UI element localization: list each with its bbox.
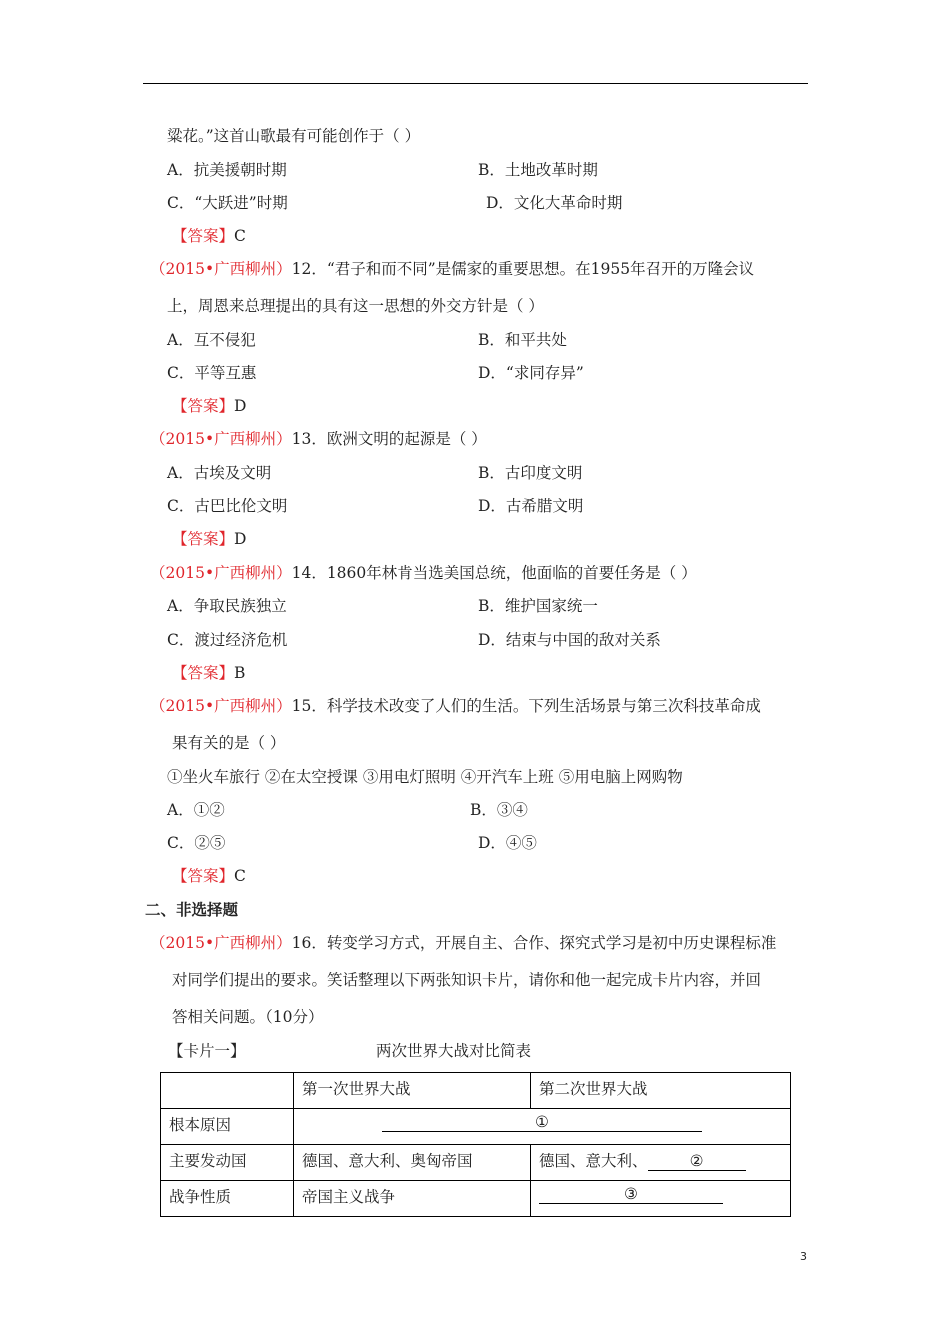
q15-option-a: A．①② [167,801,225,819]
section-heading: 二、非选择题 [145,900,239,919]
q13-option-c: C．古巴比伦文明 [167,497,288,515]
blank-2[interactable]: ② [648,1152,746,1171]
q12-answer: 【答案】D [172,397,247,415]
card-one-label: 【卡片一】 [168,1042,246,1060]
q13-option-b: B．古印度文明 [478,464,583,482]
root-cause-cell [294,1109,791,1145]
q11-option-a: A．抗美援朝时期 [167,161,287,179]
header-rule [143,83,808,84]
q14-stem: （2015•广西柳州）14．1860年林肯当选美国总统，他面临的首要任务是（ ） [150,564,697,582]
table-header-ww2: 第二次世界大战 [531,1073,791,1109]
q11-option-d: D．文化大革命时期 [486,194,623,212]
q13-answer: 【答案】D [172,530,247,548]
q14-option-c: C．渡过经济危机 [167,631,288,649]
ww1-nature: 帝国主义战争 [294,1181,531,1217]
q13-stem: （2015•广西柳州）13．欧洲文明的起源是（ ） [150,430,487,448]
q16-stem-cont: 对同学们提出的要求。笑话整理以下两张知识卡片，请你和他一起完成卡片内容，并回 [172,971,762,989]
q14-answer: 【答案】B [172,664,246,682]
q12-option-d: D．“求同存异” [478,364,584,382]
q15-option-c: C．②⑤ [167,834,226,852]
q11-option-b: B．土地改革时期 [478,161,598,179]
table-row [161,1109,791,1145]
q12-option-a: A．互不侵犯 [167,331,256,349]
q13-option-a: A．古埃及文明 [167,464,272,482]
q12-option-c: C．平等互惠 [167,364,257,382]
q12-stem-cont: 上，周恩来总理提出的具有这一思想的外交方针是（ ） [167,297,544,315]
q15-scenarios: ①坐火车旅行 ②在太空授课 ③用电灯照明 ④开汽车上班 ⑤用电脑上网购物 [167,768,683,786]
blank-3[interactable]: ③ [539,1185,723,1204]
q12-stem: （2015•广西柳州）12．“君子和而不同”是儒家的重要思想。在1955年召开的万隆会议 [150,260,755,278]
q15-option-d: D．④⑤ [478,834,537,852]
q15-answer: 【答案】C [172,867,246,885]
ww2-nature-cell [531,1181,791,1217]
comparison-table [160,1072,791,1217]
source-tag: （2015•广西柳州） [150,260,292,278]
row-label-root-cause: 根本原因 [161,1109,294,1145]
table-row [161,1073,791,1109]
q12-option-b: B．和平共处 [478,331,567,349]
q11-answer: 【答案】C [172,227,246,245]
table-title: 两次世界大战对比简表 [376,1042,532,1060]
ww1-aggressors: 德国、意大利、奥匈帝国 [294,1145,531,1181]
row-label-aggressors: 主要发动国 [161,1145,294,1181]
page-number: 3 [800,1250,807,1263]
blank-1[interactable]: ① [382,1113,702,1132]
q15-option-b: B．③④ [470,801,528,819]
q14-option-d: D．结束与中国的敌对关系 [478,631,661,649]
row-label-nature: 战争性质 [161,1181,294,1217]
q15-stem: （2015•广西柳州）15．科学技术改变了人们的生活。下列生活场景与第三次科技革命成 [150,697,761,715]
answer-tag: 【答案】 [172,227,235,245]
table-row [161,1145,791,1181]
q11-option-c: C．“大跃进”时期 [167,194,288,212]
q15-stem-cont: 果有关的是（ ） [172,734,286,752]
ww2-aggressors-cell [531,1145,791,1181]
q11-stem-end: 粱花。”这首山歌最有可能创作于（ ） [167,127,421,145]
table-header-ww1: 第一次世界大战 [294,1073,531,1109]
q13-option-d: D．古希腊文明 [478,497,584,515]
q16-stem-end: 答相关问题。（10分） [172,1008,324,1026]
ww2-aggressors-prefix: 德国、意大利、 [539,1152,648,1170]
q14-option-a: A．争取民族独立 [167,597,287,615]
q14-option-b: B．维护国家统一 [478,597,598,615]
table-cell [161,1073,294,1109]
q16-stem: （2015•广西柳州）16．转变学习方式，开展自主、合作、探究式学习是初中历史课程标准 [150,934,777,952]
table-row [161,1181,791,1217]
